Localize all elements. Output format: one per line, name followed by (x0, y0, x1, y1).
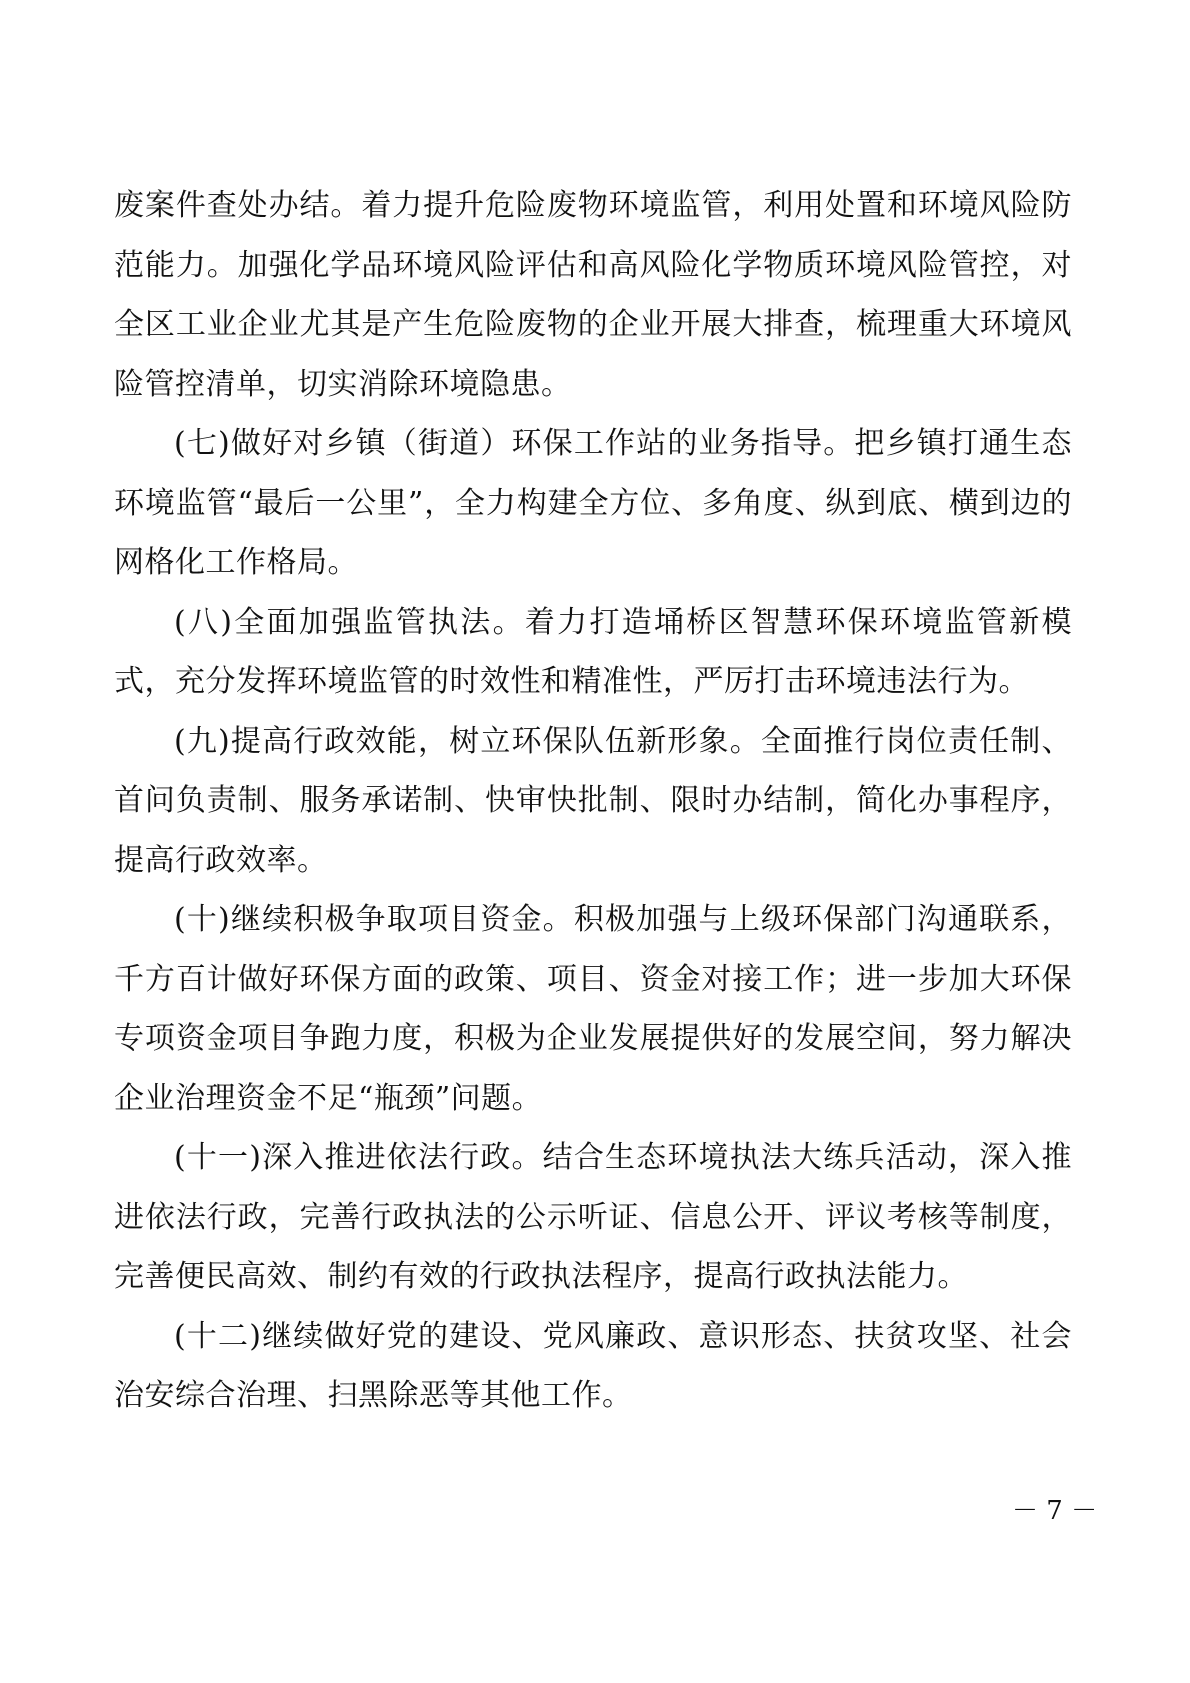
paragraph-continued: 废案件查处办结。着力提升危险废物环境监管，利用处置和环境风险防范能力。加强化学品环境风险评估和高风险化学物质环境风险管控，对全区工业企业尤其是产生危险废物的企业开展大排查，梳理重大环境风险管控清单，切实消除环境隐患。 (114, 188, 1072, 402)
paragraph-item-8: (八)全面加强监管执法。着力打造埇桥区智慧环保环境监管新模式，充分发挥环境监管的时效性和精准性，严厉打击环境违法行为。 (114, 604, 1072, 699)
body-text (114, 176, 1072, 1426)
page-number: － 7 － (1012, 1496, 1098, 1526)
paragraph-item-7: (七)做好对乡镇（街道）环保工作站的业务指导。把乡镇打通生态环境监管“最后一公里”，全力构建全方位、多角度、纵到底、横到边的网格化工作格局。 (114, 426, 1072, 580)
paragraph-item-9: (九)提高行政效能，树立环保队伍新形象。全面推行岗位责任制、首问负责制、服务承诺制、快审快批制、限时办结制，简化办事程序，提高行政效率。 (114, 723, 1072, 878)
paragraph-item-10: (十)继续积极争取项目资金。积极加强与上级环保部门沟通联系，千方百计做好环保方面的政策、项目、资金对接工作；进一步加大环保专项资金项目争跑力度，积极为企业发展提供好的发展空间，努力解决企业治理资金不足“瓶颈”问题。 (114, 902, 1072, 1116)
paragraph-item-11: (十一)深入推进依法行政。结合生态环境执法大练兵活动，深入推进依法行政，完善行政执法的公示听证、信息公开、评议考核等制度，完善便民高效、制约有效的行政执法程序，提高行政执法能力。 (114, 1140, 1072, 1294)
paragraph-item-12: (十二)继续做好党的建设、党风廉政、意识形态、扶贫攻坚、社会治安综合治理、扫黑除恶等其他工作。 (114, 1318, 1072, 1413)
